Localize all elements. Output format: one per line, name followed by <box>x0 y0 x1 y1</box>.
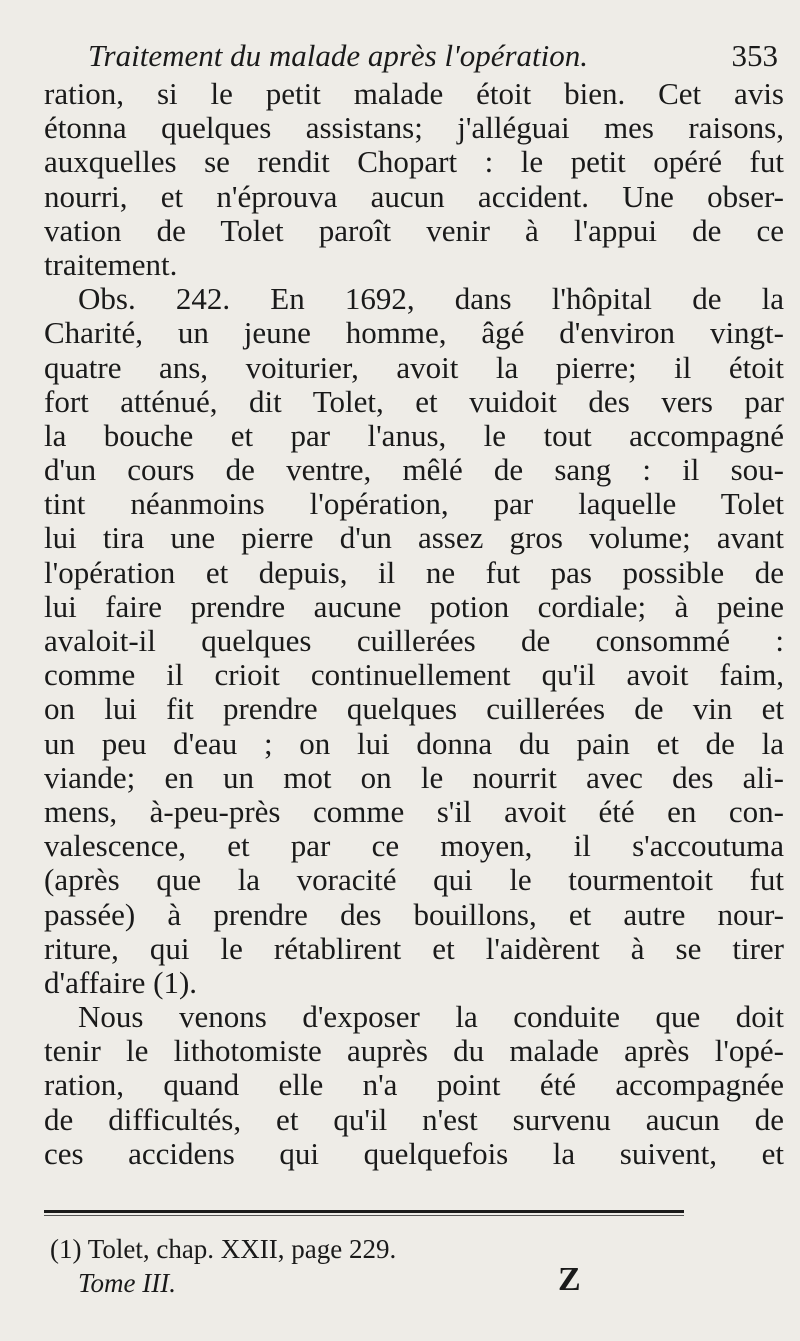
text-line: d'un cours de ventre, mêlé de sang : il sou- <box>44 452 784 488</box>
footnote-rule <box>44 1210 684 1213</box>
text-line: la bouche et par l'anus, le tout accompagné <box>44 417 784 453</box>
page-number: 353 <box>731 38 778 73</box>
text-line: auxquelles se rendit Chopart : le petit opéré fut <box>44 144 784 180</box>
footnote-rule-thin <box>44 1215 684 1216</box>
text-line: lui tira une pierre d'un assez gros volume; avant <box>44 520 784 556</box>
text-line: mens, à-peu-près comme s'il avoit été en con- <box>44 793 784 829</box>
text-line: un peu d'eau ; on lui donna du pain et de la <box>44 725 784 761</box>
text-line: (après que la voracité qui le tourmentoit fut <box>44 862 784 898</box>
running-title: Traitement du malade après l'opération. <box>88 38 589 73</box>
page-header <box>88 34 778 78</box>
text-line: riture, qui le rétablirent et l'aidèrent à se tirer <box>44 930 784 966</box>
text-line: étonna quelques assistans; j'alléguai mes raisons, <box>44 110 784 146</box>
tome-label: Tome III. <box>78 1268 176 1298</box>
text-line: tenir le lithotomiste auprès du malade après l'opé- <box>44 1033 784 1069</box>
text-line: l'opération et depuis, il ne fut pas possible de <box>44 554 784 590</box>
text-line: ration, si le petit malade étoit bien. Cet avis <box>44 76 784 111</box>
text-line: nourri, et n'éprouva aucun accident. Une obser- <box>44 178 784 214</box>
footnote: (1) Tolet, chap. XXII, page 229. <box>50 1234 397 1264</box>
text-line: on lui fit prendre quelques cuillerées de vin et <box>44 691 784 727</box>
text-line: vation de Tolet paroît venir à l'appui de ce <box>44 212 784 248</box>
text-line: valescence, et par ce moyen, il s'accoutuma <box>44 828 784 864</box>
text-line: Charité, un jeune homme, âgé d'environ vingt- <box>44 315 784 351</box>
text-line: Nous venons d'exposer la conduite que doit <box>78 999 784 1035</box>
text-line: ces accidens qui quelquefois la suivent, et <box>44 1135 784 1171</box>
text-line: d'affaire (1). <box>44 964 198 1000</box>
text-line: traitement. <box>44 246 178 282</box>
text-line: viande; en un mot on le nourrit avec des ali- <box>44 759 784 795</box>
text-line: tint néanmoins l'opération, par laquelle Tolet <box>44 486 784 522</box>
text-line: fort atténué, dit Tolet, et vuidoit des vers par <box>44 383 784 419</box>
signature-mark: Z <box>558 1261 581 1298</box>
text-line: comme il crioit continuellement qu'il avoit faim, <box>44 657 784 693</box>
text-line: lui faire prendre aucune potion cordiale; à peine <box>44 588 784 624</box>
text-line: passée) à prendre des bouillons, et autre nour- <box>44 896 784 932</box>
text-line: Obs. 242. En 1692, dans l'hôpital de la <box>78 281 784 317</box>
text-line: quatre ans, voiturier, avoit la pierre; il étoit <box>44 349 784 385</box>
text-line: ration, quand elle n'a point été accompagnée <box>44 1067 784 1103</box>
body-text <box>44 77 784 1171</box>
text-line: de difficultés, et qu'il n'est survenu aucun de <box>44 1101 784 1137</box>
text-line: avaloit-il quelques cuillerées de consommé : <box>44 623 784 658</box>
